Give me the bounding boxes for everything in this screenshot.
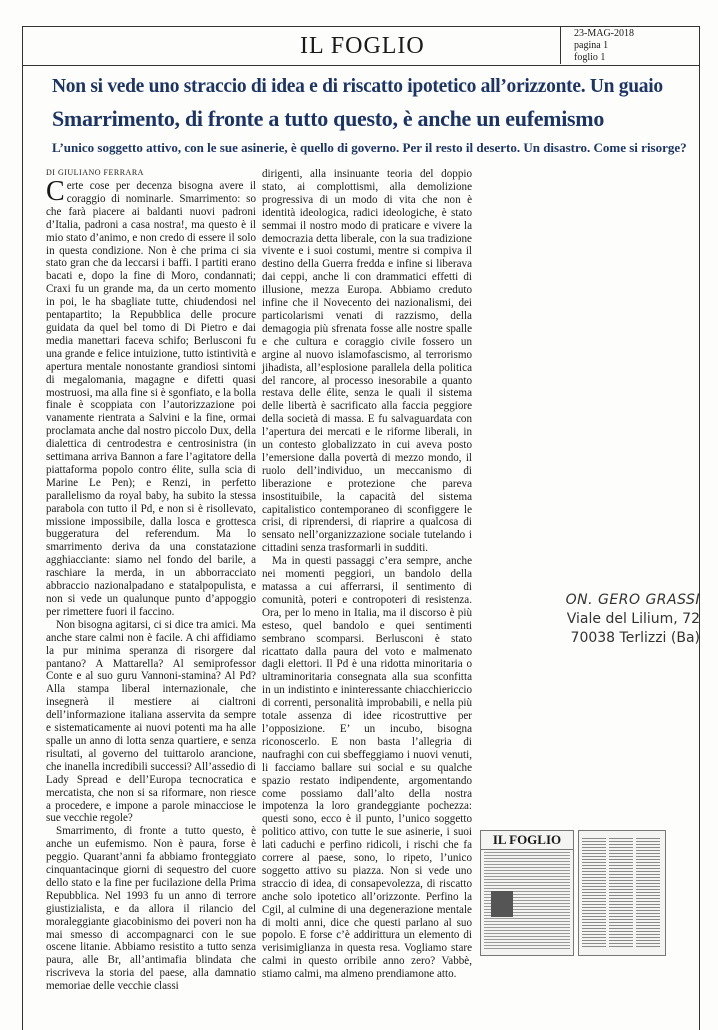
paragraph: Non bisogna agitarsi, ci si dice tra amici. Ma anche stare calmi non è facile. A chi affidiamo la pur minima speranza di risorgere dal pantano? A Mattarella? Al semiprofessor Conte e al suo guru Vannoni-stamina? Al Pd? Alla stampa liberal internazionale, che insegnerà il mestiere ai cialtroni dell’informazione italiana asservita da sempre e sistematicamente ai nuovi potenti ma ha alle spalle un anno di lotta senza quartiere, e senza risultati, al governo del tuittarolo arancione, che inanella incredibili successi? All’assedio di Lady Spread e dell’Europa tecnocratica e mercatista, che non si sa riformare, non riesce a procedere, e impone a parole minacciose le sue vecchie regole? [46,618,256,825]
article-column-1 [46,176,256,993]
page-number: pagina 1 [574,40,609,51]
stamp-street: Viale del Lilium, 72 [566,611,700,627]
paragraph: Smarrimento, di fronte a tutto questo, è anche un eufemismo. Non è paura, forse è peggio. Quarant’anni fa abbiamo fronteggiato cinquantacinque giorni di sequestro del cuore dello stato e la fine per fucilazione della Prima Repubblica. Nel 1993 fu un anno di terrore giustizialista, e da allora il rilancio del moraleggiante giacobinismo dei poveri non ha mai smesso di accompagnarci con le sue oscene litanie. Abbiamo resistito a tutto senza paura, alle Br, all’antimafia blindata che riscriveva la storia del paese, alla damnatio memoriae delle vecchie classi [46,825,256,993]
front-page-thumbnail [480,830,574,956]
article-column-2 [262,168,472,981]
paragraph-text: erte cose per decenza bisogna avere il coraggio di nominarle. Smarrimento: so che farà piacere ai baldanti nuovi padroni d’Italia, padroni a casa nostra!, ma questo è il mio stato d’animo, e non credo di essere il solo in questa condizione. Non è che prima ci sia stato gran che da leccarsi i baffi. I partiti erano bacati e, dopo la fine di Moro, condannati; Craxi fu un grande ma, da un certo momento in poi, le ha sbagliate tutte, chiudendosi nel pentapartito; la Repubblica delle procure guidata da quel bel tomo di Di Pietro e dai media manettari faceva schifo; Berlusconi fu una grande e felice intuizione, tutto istintività e apertura mentale nonostante grandiosi sintomi di megalomania, magagne e difetti quasi mostruosi, ma alla fine si è sgonfiato, e la bolla finale è scoppiata con l’autorizzazione poi vanamente rientrata a Salvini e la fine, ormai proclamata anche dal nostro piccolo Dux, della dialettica di centrodestra e centrosinistra (in settimana arriva Bannon a fare l’agitatore della piattaforma popolo contro élite, sulla scia di Marine Le Pen); e Renzi, in perfetto parallelismo da royal baby, ha subito la stessa parabola con tutto il Pd, e non si è risollevato, missione impossibile, dalla losca e grottesca buggeratura del referendum. Ma lo smarrimento deriva da una constatazione agghiacciante: siamo nel fondo del barile, a raschiare la merda, in un abborracciato abbraccio nazionalpadano e statalpopulista, e non si vede un qualunque punto d’appoggio per rimettere fuori il faccino. [46,180,256,618]
sheet-number: foglio 1 [574,52,606,63]
thumbnail-masthead: IL FOGLIO [481,831,573,850]
headline-title: Smarrimento, di fronte a tutto questo, è anche un eufemismo [52,106,605,131]
publication-date: 23-MAG-2018 [574,28,634,39]
inner-page-thumbnail [578,830,666,956]
headline-kicker: Non si vede uno straccio di idea e di riscatto ipotetico all’orizzonte. Un guaio [52,76,663,97]
byline: DI GIULIANO FERRARA [46,168,144,177]
header-meta [574,28,634,64]
paragraph [46,176,256,619]
drop-cap: C [46,176,65,207]
thumbnail-columns [582,837,662,949]
stamp-city: 70038 Terlizzi (Ba) [570,630,700,646]
paragraph: dirigenti, alla insinuante teoria del doppio stato, ai complottismi, alla demolizione progressiva di un modo di vita che non è identità ideologica, radici ideologiche, è stato semmai il nostro modo di praticare e vivere la democrazia detta liberale, con la sua tradizione vivente e i suoi costumi, mentre si compiva il destino della Guerra fredda e infine si liberava dai ceppi, anche li con drammatici effetti di illusione, mezza Europa. Abbiamo creduto infine che il Novecento dei nazionalismi, dei particolarismi venati di razzismo, della demagogia più sfrenata fosse alle nostre spalle e che cultura e coraggio civile fossero un argine al nuovo islamofascismo, al terrorismo jihadista, all’esplosione parallela della politica del rancore, al processo inesorabile a quanto restava delle élite, senza le quali il sistema delle libertà è sacrificato alla faccia peggiore della società di massa. E fu salvaguardata con l’apertura dei mercati e le riforme liberali, in un contesto globalizzato in cui aveva posto l’emersione dalla povertà di mezzo mondo, il ruolo dell’individuo, un meccanismo di liberazione e protezione che pareva insostituibile, la capacità del sistema capitalistico contemporaneo di sconfiggere le crisi, di riprendersi, di riaprire a qualcosa di sensato nell’organizzazione sociale tutelando i cittadini senza trasformarli in sudditi. [262,168,472,555]
thumbnail-photo [491,891,513,917]
headline-subtitle: L’unico soggetto attivo, con le sue asinerie, è quello di governo. Per il resto il deserto. Un disastro. Come si risorge? [52,140,687,155]
header-divider [560,26,561,64]
stamp-name: ON. GERO GRASSI [565,592,700,608]
newspaper-title: IL FOGLIO [300,33,425,59]
paragraph: Ma in questi passaggi c’era sempre, anche nei momenti peggiori, un bandolo della matassa a cui afferrarsi, il sentimento di comunità, poteri e contropoteri di resistenza. Ora, per lo meno in Italia, ma il discorso è più esteso, quel bandolo e quei sentimenti sembrano scomparsi. Berlusconi è stato ricattato dalla paura del voto e malmenato dagli elettori. Il Pd è una ridotta minoritaria o ultraminoritaria consegnata alla sua sconfitta in un indistinto e ininteressante chiacchiericcio di correnti, personalità improbabili, e nella più totale assenza di idee ricostruttive per l’opposizione. E’ un incubo, bisogna riconoscerlo. E non basta l’allegria di naufraghi con cui sbeffeggiamo i nuovi venuti, li facciamo ballare sui social e su qualche spazio restato indipendente, argomentando come possiamo dall’alto della nostra impotenza la loro grandeggiante pochezza: questi sono, ecco è il punto, l’unico soggetto politico attivo, con tutte le sue asinerie, i suoi lati caduchi e perfino ridicoli, i rischi che fa correre al paese, sono, lo ripeto, l’unico soggetto attivo su piazza. Non si vede uno straccio di idea, di consapevolezza, di riscatto anche solo ipotetico all’orizzonte. Perfino la Cgil, al culmine di una degenerazione mentale di molti anni, dice che questi parlano al suo popolo. E forse c’è addirittura un elemento di verisimiglianza in questa resa. Vogliamo stare calmi in questo orribile anno zero? Vabbè, stiamo calmi, ma almeno prendiamone atto. [262,555,472,981]
address-stamp [532,592,700,646]
